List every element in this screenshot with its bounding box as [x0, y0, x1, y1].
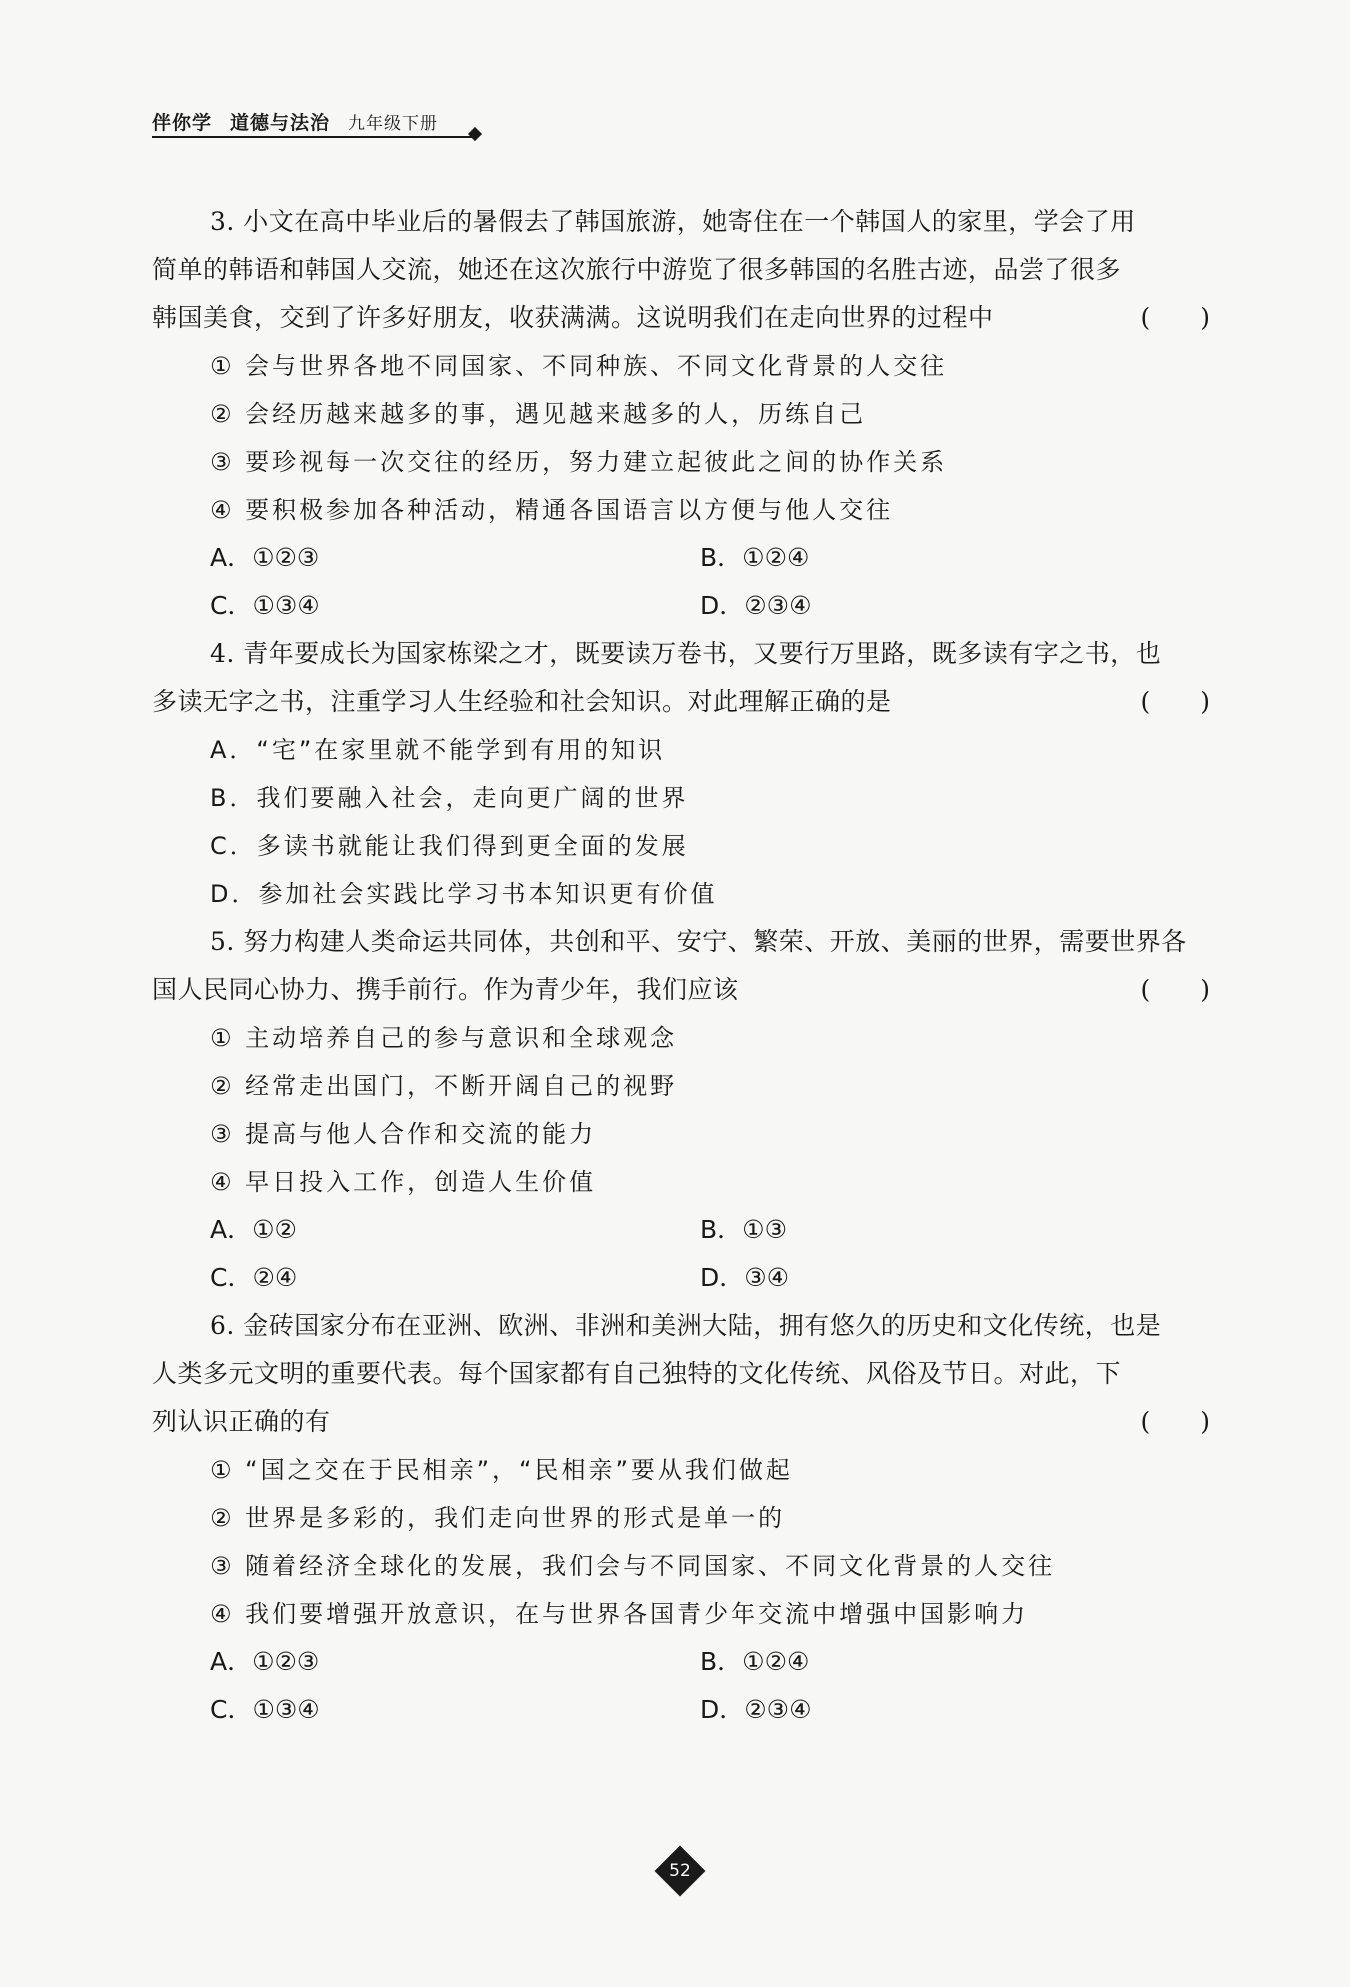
statement-item: ③ 提高与他人合作和交流的能力 — [210, 1120, 597, 1148]
statement-item: ① 主动培养自己的参与意识和全球观念 — [210, 1024, 678, 1052]
choice-d: D．②③④ — [700, 591, 812, 620]
choice-a: A．“宅”在家里就不能学到有用的知识 — [210, 736, 666, 764]
choice-b: B．①③ — [700, 1215, 787, 1244]
choice-row — [152, 582, 1210, 630]
statement-item: ② 会经历越来越多的事，遇见越来越多的人，历练自己 — [210, 400, 867, 428]
choice-c: C．①③④ — [210, 591, 320, 620]
question-stem-line: 4. 青年要成长为国家栋梁之才，既要读万卷书，又要行万里路，既多读有字之书，也 — [210, 639, 1162, 668]
statement-item: ④ 早日投入工作，创造人生价值 — [210, 1168, 597, 1196]
choice-d: D．参加社会实践比学习书本知识更有价值 — [210, 880, 718, 908]
question-stem-line-last — [152, 294, 1210, 342]
header-rule — [152, 136, 474, 138]
statement-item: ④ 要积极参加各种活动，精通各国语言以方便与他人交往 — [210, 496, 894, 524]
question-stem-text: 韩国美食，交到了许多好朋友，收获满满。这说明我们在走向世界的过程中 — [152, 303, 994, 332]
statement-item: ① 会与世界各地不同国家、不同种族、不同文化背景的人交往 — [210, 352, 948, 380]
choice-b: B．①②④ — [700, 1647, 810, 1676]
question-4 — [152, 630, 1210, 918]
question-5 — [152, 918, 1210, 1302]
subject-name: 道德与法治 — [230, 112, 331, 134]
running-header — [152, 108, 492, 140]
question-stem-line: 人类多元文明的重要代表。每个国家都有自己独特的文化传统、风俗及节日。对此，下 — [152, 1359, 1122, 1388]
choice-a: A．①②③ — [210, 1647, 320, 1676]
statement-item: ③ 要珍视每一次交往的经历，努力建立起彼此之间的协作关系 — [210, 448, 948, 476]
question-3 — [152, 198, 1210, 630]
choice-row — [152, 1638, 1210, 1686]
header-title — [152, 108, 438, 135]
choice-row — [152, 1254, 1210, 1302]
answer-parentheses: ( ) — [1140, 687, 1210, 716]
statement-item: ③ 随着经济全球化的发展，我们会与不同国家、不同文化背景的人交往 — [210, 1552, 1056, 1580]
statement-item: ① “国之交在于民相亲”，“民相亲”要从我们做起 — [210, 1456, 793, 1484]
choice-b: B．我们要融入社会，走向更广阔的世界 — [210, 784, 689, 812]
choice-d: D．②③④ — [700, 1695, 812, 1724]
choice-c: C．①③④ — [210, 1695, 320, 1724]
page-number-badge — [655, 1846, 705, 1896]
question-stem-line: 简单的韩语和韩国人交流，她还在这次旅行中游览了很多韩国的名胜古迹，品尝了很多 — [152, 255, 1122, 284]
question-stem-line: 6. 金砖国家分布在亚洲、欧洲、非洲和美洲大陆，拥有悠久的历史和文化传统，也是 — [210, 1311, 1162, 1340]
statement-item: ② 经常走出国门，不断开阔自己的视野 — [210, 1072, 678, 1100]
answer-parentheses: ( ) — [1140, 1407, 1210, 1436]
choice-row — [152, 1206, 1210, 1254]
answer-parentheses: ( ) — [1140, 303, 1210, 332]
choice-c: C．②④ — [210, 1263, 298, 1292]
question-stem-line: 3. 小文在高中毕业后的暑假去了韩国旅游，她寄住在一个韩国人的家里，学会了用 — [210, 207, 1136, 236]
header-diamond-ornament — [468, 127, 482, 141]
choice-a: A．①②③ — [210, 543, 320, 572]
statement-item: ④ 我们要增强开放意识，在与世界各国青少年交流中增强中国影响力 — [210, 1600, 1029, 1628]
question-stem-line: 5. 努力构建人类命运共同体，共创和平、安宁、繁荣、开放、美丽的世界，需要世界各 — [210, 927, 1187, 956]
question-stem-line-last — [152, 1398, 1210, 1446]
choice-row — [152, 1686, 1210, 1734]
choice-c: C．多读书就能让我们得到更全面的发展 — [210, 832, 689, 860]
question-stem-text: 国人民同心协力、携手前行。作为青少年，我们应该 — [152, 975, 739, 1004]
question-stem-text: 列认识正确的有 — [152, 1407, 331, 1436]
question-stem-line-last — [152, 966, 1210, 1014]
page-number: 52 — [669, 1861, 691, 1881]
choice-row — [152, 534, 1210, 582]
question-stem-line-last — [152, 678, 1210, 726]
choice-a: A．①② — [210, 1215, 297, 1244]
choice-d: D．③④ — [700, 1263, 790, 1292]
grade-label: 九年级下册 — [348, 114, 439, 134]
choice-b: B．①②④ — [700, 543, 810, 572]
answer-parentheses: ( ) — [1140, 975, 1210, 1004]
statement-item: ② 世界是多彩的，我们走向世界的形式是单一的 — [210, 1504, 786, 1532]
series-name: 伴你学 — [152, 112, 213, 134]
question-6 — [152, 1302, 1210, 1734]
question-content — [152, 198, 1210, 1734]
question-stem-text: 多读无字之书，注重学习人生经验和社会知识。对此理解正确的是 — [152, 687, 892, 716]
